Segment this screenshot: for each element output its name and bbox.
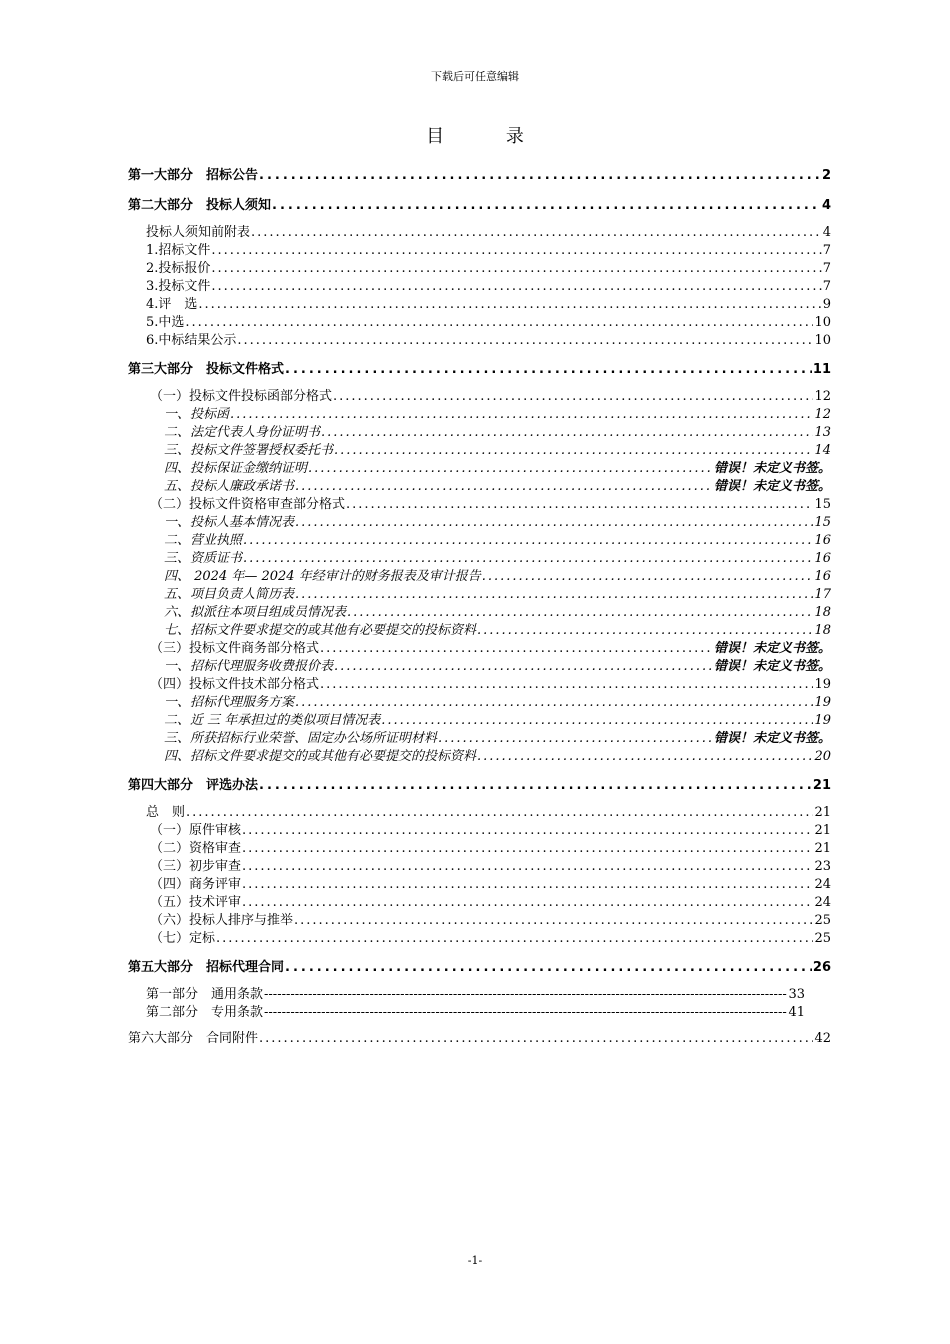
toc-entry-page: 7 [822, 243, 831, 258]
toc-entry[interactable] [128, 260, 831, 278]
toc-entry-page: 10 [814, 333, 831, 348]
toc-entry-page: 9 [822, 297, 831, 312]
toc-leader [242, 876, 813, 894]
toc-entry-page: 12 [814, 407, 831, 422]
toc-entry-page: 16 [814, 551, 831, 566]
toc-entry[interactable] [128, 840, 831, 858]
toc-leader [285, 958, 812, 978]
toc-leader [243, 532, 813, 550]
toc-entry-title: （三）初步审查 [150, 859, 242, 874]
toc-leader [320, 676, 813, 694]
toc-entry-title: 一、招标代理服务收费报价表 [164, 659, 334, 674]
toc-entry-title: 三、所获招标行业荣誉、固定办公场所证明材料 [164, 731, 438, 746]
toc-entry-page: 错误！未定义书签。 [713, 461, 831, 476]
toc-entry-page: 41 [788, 1005, 805, 1020]
toc-leader [237, 332, 813, 350]
toc-entry[interactable] [128, 1004, 831, 1022]
toc-entry[interactable] [128, 858, 831, 876]
toc-entry-page: 19 [814, 695, 831, 710]
toc-leader [295, 694, 813, 712]
toc-entry[interactable] [128, 930, 831, 948]
toc-entry-title: 第一大部分 招标公告 [128, 168, 259, 183]
toc-entry[interactable] [128, 360, 831, 380]
toc-entry-title: （五）技术评审 [150, 895, 242, 910]
toc-entry-page: 2 [821, 168, 831, 183]
toc-entry-title: 四、 2024 年— 2024 年经审计的财务报表及审计报告 [164, 569, 481, 584]
toc-entry-title: 第二大部分 投标人须知 [128, 198, 272, 213]
toc-entry-page: 42 [814, 1031, 831, 1046]
toc-leader [264, 1004, 787, 1022]
toc-leader [477, 748, 813, 766]
table-of-contents [128, 166, 831, 1048]
page-number: -1- [467, 1254, 483, 1267]
toc-entry-title: 三、投标文件签署授权委托书 [164, 443, 334, 458]
toc-entry-page: 16 [814, 533, 831, 548]
toc-entry-title: 总 则 [146, 805, 186, 820]
toc-entry-title: 投标人须知前附表 [146, 225, 251, 240]
toc-leader [477, 622, 813, 640]
toc-leader [259, 776, 812, 796]
toc-entry-title: （四）商务评审 [150, 877, 242, 892]
toc-leader [334, 658, 713, 676]
toc-entry[interactable] [128, 912, 831, 930]
toc-entry[interactable] [128, 748, 831, 766]
toc-leader [211, 260, 821, 278]
toc-entry-page: 10 [814, 315, 831, 330]
toc-entry[interactable] [128, 622, 831, 640]
toc-entry[interactable] [128, 986, 831, 1004]
toc-entry[interactable] [128, 532, 831, 550]
toc-entry[interactable] [128, 442, 831, 460]
toc-entry[interactable] [128, 730, 831, 748]
toc-entry[interactable] [128, 478, 831, 496]
toc-entry-page: 错误！未定义书签。 [713, 641, 831, 656]
toc-entry-page: 错误！未定义书签。 [713, 731, 831, 746]
page-title: 目 录 [426, 126, 552, 147]
toc-entry-title: 六、拟派往本项目组成员情况表 [164, 605, 347, 620]
toc-entry[interactable] [128, 676, 831, 694]
toc-entry-page: 12 [814, 389, 831, 404]
toc-entry-title: 第一部分 通用条款 [146, 987, 264, 1002]
toc-entry-page: 23 [814, 859, 831, 874]
toc-entry-page: 17 [814, 587, 831, 602]
toc-entry-page: 33 [788, 987, 805, 1002]
toc-leader [308, 460, 713, 478]
toc-leader [294, 912, 813, 930]
toc-entry-title: 二、营业执照 [164, 533, 243, 548]
toc-entry[interactable] [128, 332, 831, 350]
toc-leader [242, 840, 813, 858]
toc-entry[interactable] [128, 804, 831, 822]
toc-entry[interactable] [128, 166, 831, 186]
toc-leader [211, 242, 821, 260]
toc-leader [259, 1030, 813, 1048]
toc-entry-title: 3.投标文件 [146, 279, 211, 294]
toc-entry-page: 11 [812, 362, 831, 377]
toc-entry-title: 5.中选 [146, 315, 185, 330]
toc-entry[interactable] [128, 296, 831, 314]
toc-entry-page: 7 [822, 261, 831, 276]
toc-leader [346, 496, 813, 514]
toc-entry-title: （三）投标文件商务部分格式 [150, 641, 320, 656]
toc-entry-page: 21 [814, 841, 831, 856]
toc-entry-title: （四）投标文件技术部分格式 [150, 677, 320, 692]
toc-leader [242, 822, 813, 840]
toc-entry[interactable] [128, 550, 831, 568]
toc-entry-page: 错误！未定义书签。 [713, 659, 831, 674]
toc-entry[interactable] [128, 406, 831, 424]
toc-entry[interactable] [128, 694, 831, 712]
toc-entry-page: 7 [822, 279, 831, 294]
toc-entry-title: 4.评 选 [146, 297, 198, 312]
toc-entry-title: 第三大部分 投标文件格式 [128, 362, 285, 377]
toc-leader [438, 730, 713, 748]
toc-entry-title: 五、项目负责人简历表 [164, 587, 295, 602]
toc-entry-page: 16 [814, 569, 831, 584]
toc-leader [334, 442, 813, 460]
toc-entry-title: （一）投标文件投标函部分格式 [150, 389, 333, 404]
toc-leader [230, 406, 813, 424]
toc-entry-page: 25 [814, 913, 831, 928]
toc-entry[interactable] [128, 424, 831, 442]
toc-entry-title: 一、招标代理服务方案 [164, 695, 295, 710]
toc-leader [381, 712, 813, 730]
toc-leader [295, 586, 813, 604]
toc-entry-title: 三、资质证书 [164, 551, 243, 566]
toc-entry-page: 15 [814, 497, 831, 512]
toc-leader [272, 196, 821, 216]
toc-entry-title: 二、法定代表人身份证明书 [164, 425, 321, 440]
page-header: 下载后可任意编辑 [431, 70, 519, 83]
toc-entry-title: 第四大部分 评选办法 [128, 778, 259, 793]
toc-entry-title: 6.中标结果公示 [146, 333, 237, 348]
toc-entry[interactable] [128, 586, 831, 604]
toc-entry[interactable] [128, 712, 831, 730]
toc-entry-page: 24 [814, 877, 831, 892]
toc-entry-page: 18 [814, 605, 831, 620]
toc-entry-title: 四、投标保证金缴纳证明 [164, 461, 308, 476]
toc-entry[interactable] [128, 776, 831, 796]
toc-leader [211, 278, 821, 296]
toc-entry-title: 二、近 三 年承担过的类似项目情况表 [164, 713, 381, 728]
toc-entry-title: 一、投标函 [164, 407, 230, 422]
toc-leader [198, 296, 821, 314]
toc-entry-title: （六）投标人排序与推举 [150, 913, 294, 928]
toc-entry-title: （一）原件审核 [150, 823, 242, 838]
toc-entry-page: 24 [814, 895, 831, 910]
toc-entry[interactable] [128, 958, 831, 978]
toc-entry-page: 20 [814, 749, 831, 764]
toc-entry-page: 21 [814, 805, 831, 820]
toc-entry[interactable] [128, 604, 831, 622]
toc-entry-title: 一、投标人基本情况表 [164, 515, 295, 530]
toc-entry[interactable] [128, 568, 831, 586]
toc-entry-page: 15 [814, 515, 831, 530]
toc-entry[interactable] [128, 388, 831, 406]
toc-entry[interactable] [128, 658, 831, 676]
toc-entry-page: 4 [821, 198, 831, 213]
toc-leader [295, 478, 713, 496]
toc-leader [320, 640, 713, 658]
toc-entry-title: 第二部分 专用条款 [146, 1005, 264, 1020]
toc-entry-title: 第五大部分 招标代理合同 [128, 960, 285, 975]
toc-entry-page: 19 [814, 677, 831, 692]
toc-leader [285, 360, 812, 380]
toc-leader [242, 858, 813, 876]
toc-leader [264, 986, 787, 1004]
toc-entry-page: 21 [814, 823, 831, 838]
toc-entry[interactable] [128, 876, 831, 894]
toc-entry[interactable] [128, 496, 831, 514]
toc-leader [333, 388, 813, 406]
toc-entry-title: （七）定标 [150, 931, 216, 946]
toc-entry-page: 18 [814, 623, 831, 638]
toc-leader [186, 804, 813, 822]
toc-entry-title: 七、招标文件要求提交的或其他有必要提交的投标资料 [164, 623, 477, 638]
toc-entry-title: 四、招标文件要求提交的或其他有必要提交的投标资料 [164, 749, 477, 764]
toc-leader [242, 894, 813, 912]
toc-entry-page: 错误！未定义书签。 [713, 479, 831, 494]
toc-entry-page: 4 [822, 225, 831, 240]
toc-leader [347, 604, 813, 622]
toc-entry[interactable] [128, 514, 831, 532]
toc-entry[interactable] [128, 278, 831, 296]
toc-leader [251, 224, 822, 242]
toc-entry-page: 25 [814, 931, 831, 946]
toc-leader [259, 166, 821, 186]
toc-entry-page: 21 [812, 778, 831, 793]
toc-leader [295, 514, 813, 532]
toc-entry-title: 1.招标文件 [146, 243, 211, 258]
toc-entry-page: 26 [812, 960, 831, 975]
toc-entry-title: （二）投标文件资格审查部分格式 [150, 497, 346, 512]
toc-entry[interactable] [128, 196, 831, 216]
toc-entry[interactable] [128, 224, 831, 242]
toc-entry-page: 13 [814, 425, 831, 440]
toc-leader [321, 424, 813, 442]
toc-entry-title: （二）资格审查 [150, 841, 242, 856]
toc-leader [185, 314, 813, 332]
toc-entry[interactable] [128, 640, 831, 658]
toc-leader [243, 550, 813, 568]
toc-entry-page: 14 [814, 443, 831, 458]
toc-entry[interactable] [128, 822, 831, 840]
toc-entry-title: 五、投标人廉政承诺书 [164, 479, 295, 494]
toc-entry-page: 19 [814, 713, 831, 728]
toc-entry[interactable] [128, 314, 831, 332]
toc-entry[interactable] [128, 242, 831, 260]
toc-entry[interactable] [128, 1030, 831, 1048]
toc-leader [216, 930, 813, 948]
toc-entry[interactable] [128, 894, 831, 912]
toc-entry-title: 第六大部分 合同附件 [128, 1031, 259, 1046]
toc-leader [482, 568, 814, 586]
toc-entry[interactable] [128, 460, 831, 478]
toc-entry-title: 2.投标报价 [146, 261, 211, 276]
